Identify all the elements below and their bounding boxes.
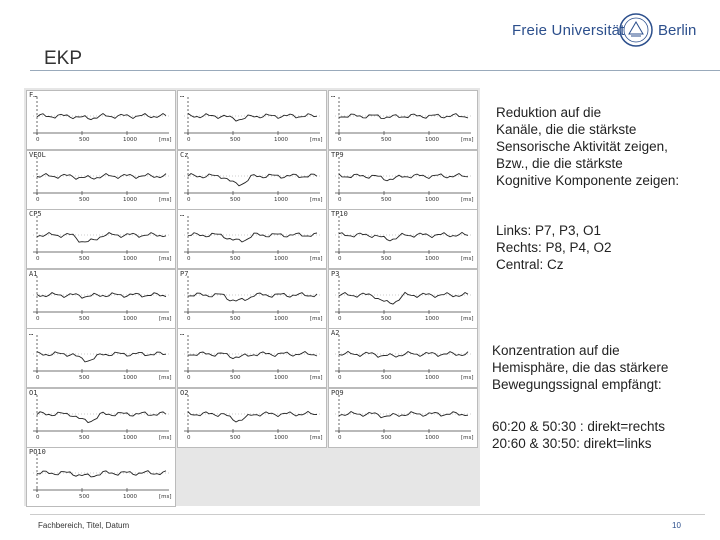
slide-title: EKP	[44, 48, 83, 69]
tick-label: 500	[79, 315, 90, 322]
tick-label: [ms]	[159, 375, 172, 381]
erp-trace	[37, 114, 166, 120]
channel-label: …	[29, 329, 34, 337]
tick-label: 500	[381, 196, 392, 203]
erp-trace	[37, 411, 166, 422]
university-logo	[510, 8, 710, 56]
tick-label: 0	[36, 434, 40, 441]
text-line: Kanäle, die die stärkste	[496, 122, 637, 137]
erp-trace	[37, 352, 166, 362]
logo-left-text: Freie Universität	[512, 22, 625, 39]
text-line: Links: P7, P3, O1	[496, 223, 602, 238]
text-line: Kognitive Komponente zeigen:	[496, 173, 680, 188]
text-line: Bzw., die die stärkste	[496, 156, 623, 171]
channel-label: …	[180, 329, 185, 337]
eeg-channel-panel	[328, 209, 478, 269]
eeg-channel-panel	[177, 209, 327, 269]
eeg-channel-panel	[26, 388, 176, 448]
tick-label: [ms]	[461, 137, 474, 143]
text-reduction	[496, 104, 679, 189]
eeg-channel-panel	[26, 447, 176, 507]
eeg-channel-panel	[328, 328, 478, 388]
tick-label: 0	[187, 137, 191, 143]
eeg-channel-panel	[328, 150, 478, 210]
tick-label: [ms]	[461, 196, 474, 203]
eeg-channel-panel	[177, 90, 327, 150]
erp-trace	[188, 173, 317, 185]
tick-label: 500	[381, 256, 392, 262]
tick-label: 1000	[123, 137, 137, 143]
tick-label: 500	[230, 315, 241, 322]
erp-trace	[188, 352, 317, 359]
tick-label: 1000	[274, 196, 288, 203]
text-line: 60:20 & 50:30 : direkt=rechts	[492, 419, 665, 434]
tick-label: [ms]	[310, 196, 323, 203]
channel-label: TP10	[331, 210, 348, 218]
tick-label: 1000	[123, 196, 137, 203]
tick-labels	[178, 197, 326, 207]
tick-label: 0	[36, 494, 40, 500]
tick-label: 0	[36, 375, 40, 381]
tick-label: 1000	[274, 434, 288, 441]
erp-trace	[188, 113, 317, 121]
channel-label: Cz	[180, 150, 189, 159]
eeg-channel-panel	[328, 90, 478, 150]
tick-label: 1000	[123, 315, 137, 322]
tick-label: 500	[79, 137, 90, 143]
title-divider	[30, 70, 720, 71]
tick-label: [ms]	[159, 434, 172, 441]
tick-label: 0	[187, 434, 191, 441]
erp-trace	[37, 173, 166, 179]
tick-labels	[178, 137, 326, 147]
tick-labels	[178, 316, 326, 326]
tick-labels	[329, 256, 477, 266]
tick-labels	[27, 435, 175, 445]
channel-label: CP5	[29, 210, 42, 218]
tick-labels	[329, 197, 477, 207]
tick-labels	[27, 256, 175, 266]
tick-label: 500	[79, 196, 90, 203]
text-line: Rechts: P8, P4, O2	[496, 240, 612, 255]
text-line: Konzentration auf die	[492, 343, 620, 358]
erp-trace	[339, 232, 468, 241]
eeg-channel-panel	[26, 328, 176, 388]
eeg-channel-panel	[26, 269, 176, 329]
tick-label: [ms]	[310, 375, 323, 381]
erp-trace	[339, 173, 468, 180]
tick-label: 0	[187, 256, 191, 262]
tick-label: 1000	[274, 137, 288, 143]
tick-label: 0	[338, 315, 342, 322]
channel-label: …	[331, 91, 336, 99]
tick-label: 500	[230, 434, 241, 441]
tick-label: 1000	[123, 256, 137, 262]
tick-label: [ms]	[310, 315, 323, 322]
tick-label: 1000	[274, 315, 288, 322]
channel-label: A1	[29, 269, 38, 278]
erp-trace	[339, 351, 468, 357]
tick-labels	[27, 375, 175, 385]
tick-label: [ms]	[461, 434, 474, 441]
tick-label: 1000	[123, 375, 137, 381]
erp-trace	[188, 233, 317, 242]
channel-label: O1	[29, 388, 38, 397]
tick-label: 0	[36, 256, 40, 262]
tick-labels	[178, 375, 326, 385]
channel-label: VEOL	[29, 150, 46, 159]
tick-labels	[27, 137, 175, 147]
erp-trace	[37, 471, 166, 477]
text-channels	[496, 222, 612, 273]
tick-label: 1000	[274, 256, 288, 262]
text-line: Hemisphäre, die das stärkere	[492, 360, 669, 375]
footer-divider	[30, 514, 705, 515]
tick-labels	[27, 316, 175, 326]
channel-label: F…	[29, 91, 38, 99]
text-line: Sensorische Aktivität zeigen,	[496, 139, 668, 154]
eeg-channel-panel	[328, 269, 478, 329]
tick-label: 0	[338, 137, 342, 143]
tick-label: 0	[338, 196, 342, 203]
tick-label: [ms]	[159, 256, 172, 262]
tick-label: [ms]	[159, 137, 172, 143]
tick-label: 0	[187, 315, 191, 322]
erp-trace	[188, 292, 317, 300]
tick-labels	[27, 494, 175, 504]
tick-label: 1000	[425, 375, 439, 381]
channel-label: PO10	[29, 448, 46, 456]
tick-label: 500	[381, 434, 392, 441]
tick-label: 1000	[425, 137, 439, 143]
tick-label: 0	[36, 137, 40, 143]
tick-label: [ms]	[461, 375, 474, 381]
erp-trace	[339, 411, 468, 417]
text-conditions	[492, 418, 665, 452]
eeg-channel-panel	[26, 150, 176, 210]
tick-label: [ms]	[310, 256, 323, 262]
tick-label: 0	[338, 256, 342, 262]
tick-label: [ms]	[461, 256, 474, 262]
university-seal-icon	[618, 12, 654, 48]
text-line: Bewegungssignal empfängt:	[492, 377, 662, 392]
tick-label: 1000	[123, 494, 137, 500]
tick-labels	[329, 137, 477, 147]
tick-labels	[27, 197, 175, 207]
tick-label: 500	[79, 434, 90, 441]
channel-label: …	[180, 210, 185, 218]
channel-label: P7	[180, 269, 189, 278]
tick-label: 0	[36, 196, 40, 203]
tick-label: 0	[36, 315, 40, 322]
tick-labels	[329, 316, 477, 326]
tick-label: 1000	[425, 434, 439, 441]
eeg-channel-panel	[177, 328, 327, 388]
text-line: Reduktion auf die	[496, 105, 602, 120]
channel-label: O2	[180, 388, 189, 397]
channel-label: P3	[331, 269, 340, 278]
tick-label: 1000	[425, 196, 439, 203]
tick-label: 1000	[123, 434, 137, 441]
tick-label: 0	[187, 375, 191, 381]
tick-labels	[329, 435, 477, 445]
erp-trace	[188, 411, 317, 422]
channel-label: …	[180, 91, 185, 99]
tick-label: [ms]	[159, 494, 172, 500]
tick-label: 500	[79, 494, 90, 500]
channel-label: TP9	[331, 150, 344, 159]
eeg-channel-panel	[26, 90, 176, 150]
tick-label: 500	[230, 375, 241, 381]
tick-label: 0	[338, 375, 342, 381]
tick-label: [ms]	[159, 315, 172, 322]
eeg-channel-panel	[328, 388, 478, 448]
tick-label: [ms]	[310, 434, 323, 441]
tick-label: [ms]	[159, 196, 172, 203]
erp-trace	[37, 292, 166, 298]
channel-label: PO9	[331, 388, 344, 397]
tick-label: 1000	[274, 375, 288, 381]
tick-label: 500	[79, 256, 90, 262]
eeg-channel-panel	[177, 150, 327, 210]
eeg-channel-panel	[26, 209, 176, 269]
text-concentration	[492, 342, 668, 393]
tick-label: 500	[230, 256, 241, 262]
footer-info: Fachbereich, Titel, Datum	[38, 521, 130, 530]
tick-label: 0	[187, 196, 191, 203]
tick-labels	[178, 256, 326, 266]
tick-label: [ms]	[461, 315, 474, 322]
text-line: Central: Cz	[496, 257, 564, 272]
tick-label: 500	[381, 315, 392, 322]
eeg-channel-grid	[24, 88, 480, 506]
erp-trace	[339, 292, 468, 304]
tick-label: 500	[381, 137, 392, 143]
erp-trace	[339, 114, 468, 119]
eeg-channel-panel	[177, 388, 327, 448]
tick-label: 500	[79, 375, 90, 381]
page-number: 10	[672, 521, 681, 530]
tick-labels	[178, 435, 326, 445]
tick-label: 1000	[425, 315, 439, 322]
tick-label: 0	[338, 434, 342, 441]
tick-label: [ms]	[310, 137, 323, 143]
tick-label: 500	[381, 375, 392, 381]
tick-label: 500	[230, 137, 241, 143]
text-line: 20:60 & 30:50: direkt=links	[492, 436, 652, 451]
eeg-channel-panel	[177, 269, 327, 329]
erp-trace	[37, 233, 166, 243]
tick-labels	[329, 375, 477, 385]
logo-right-text: Berlin	[658, 22, 697, 39]
tick-label: 500	[230, 196, 241, 203]
tick-label: 1000	[425, 256, 439, 262]
channel-label: A2	[331, 329, 340, 337]
